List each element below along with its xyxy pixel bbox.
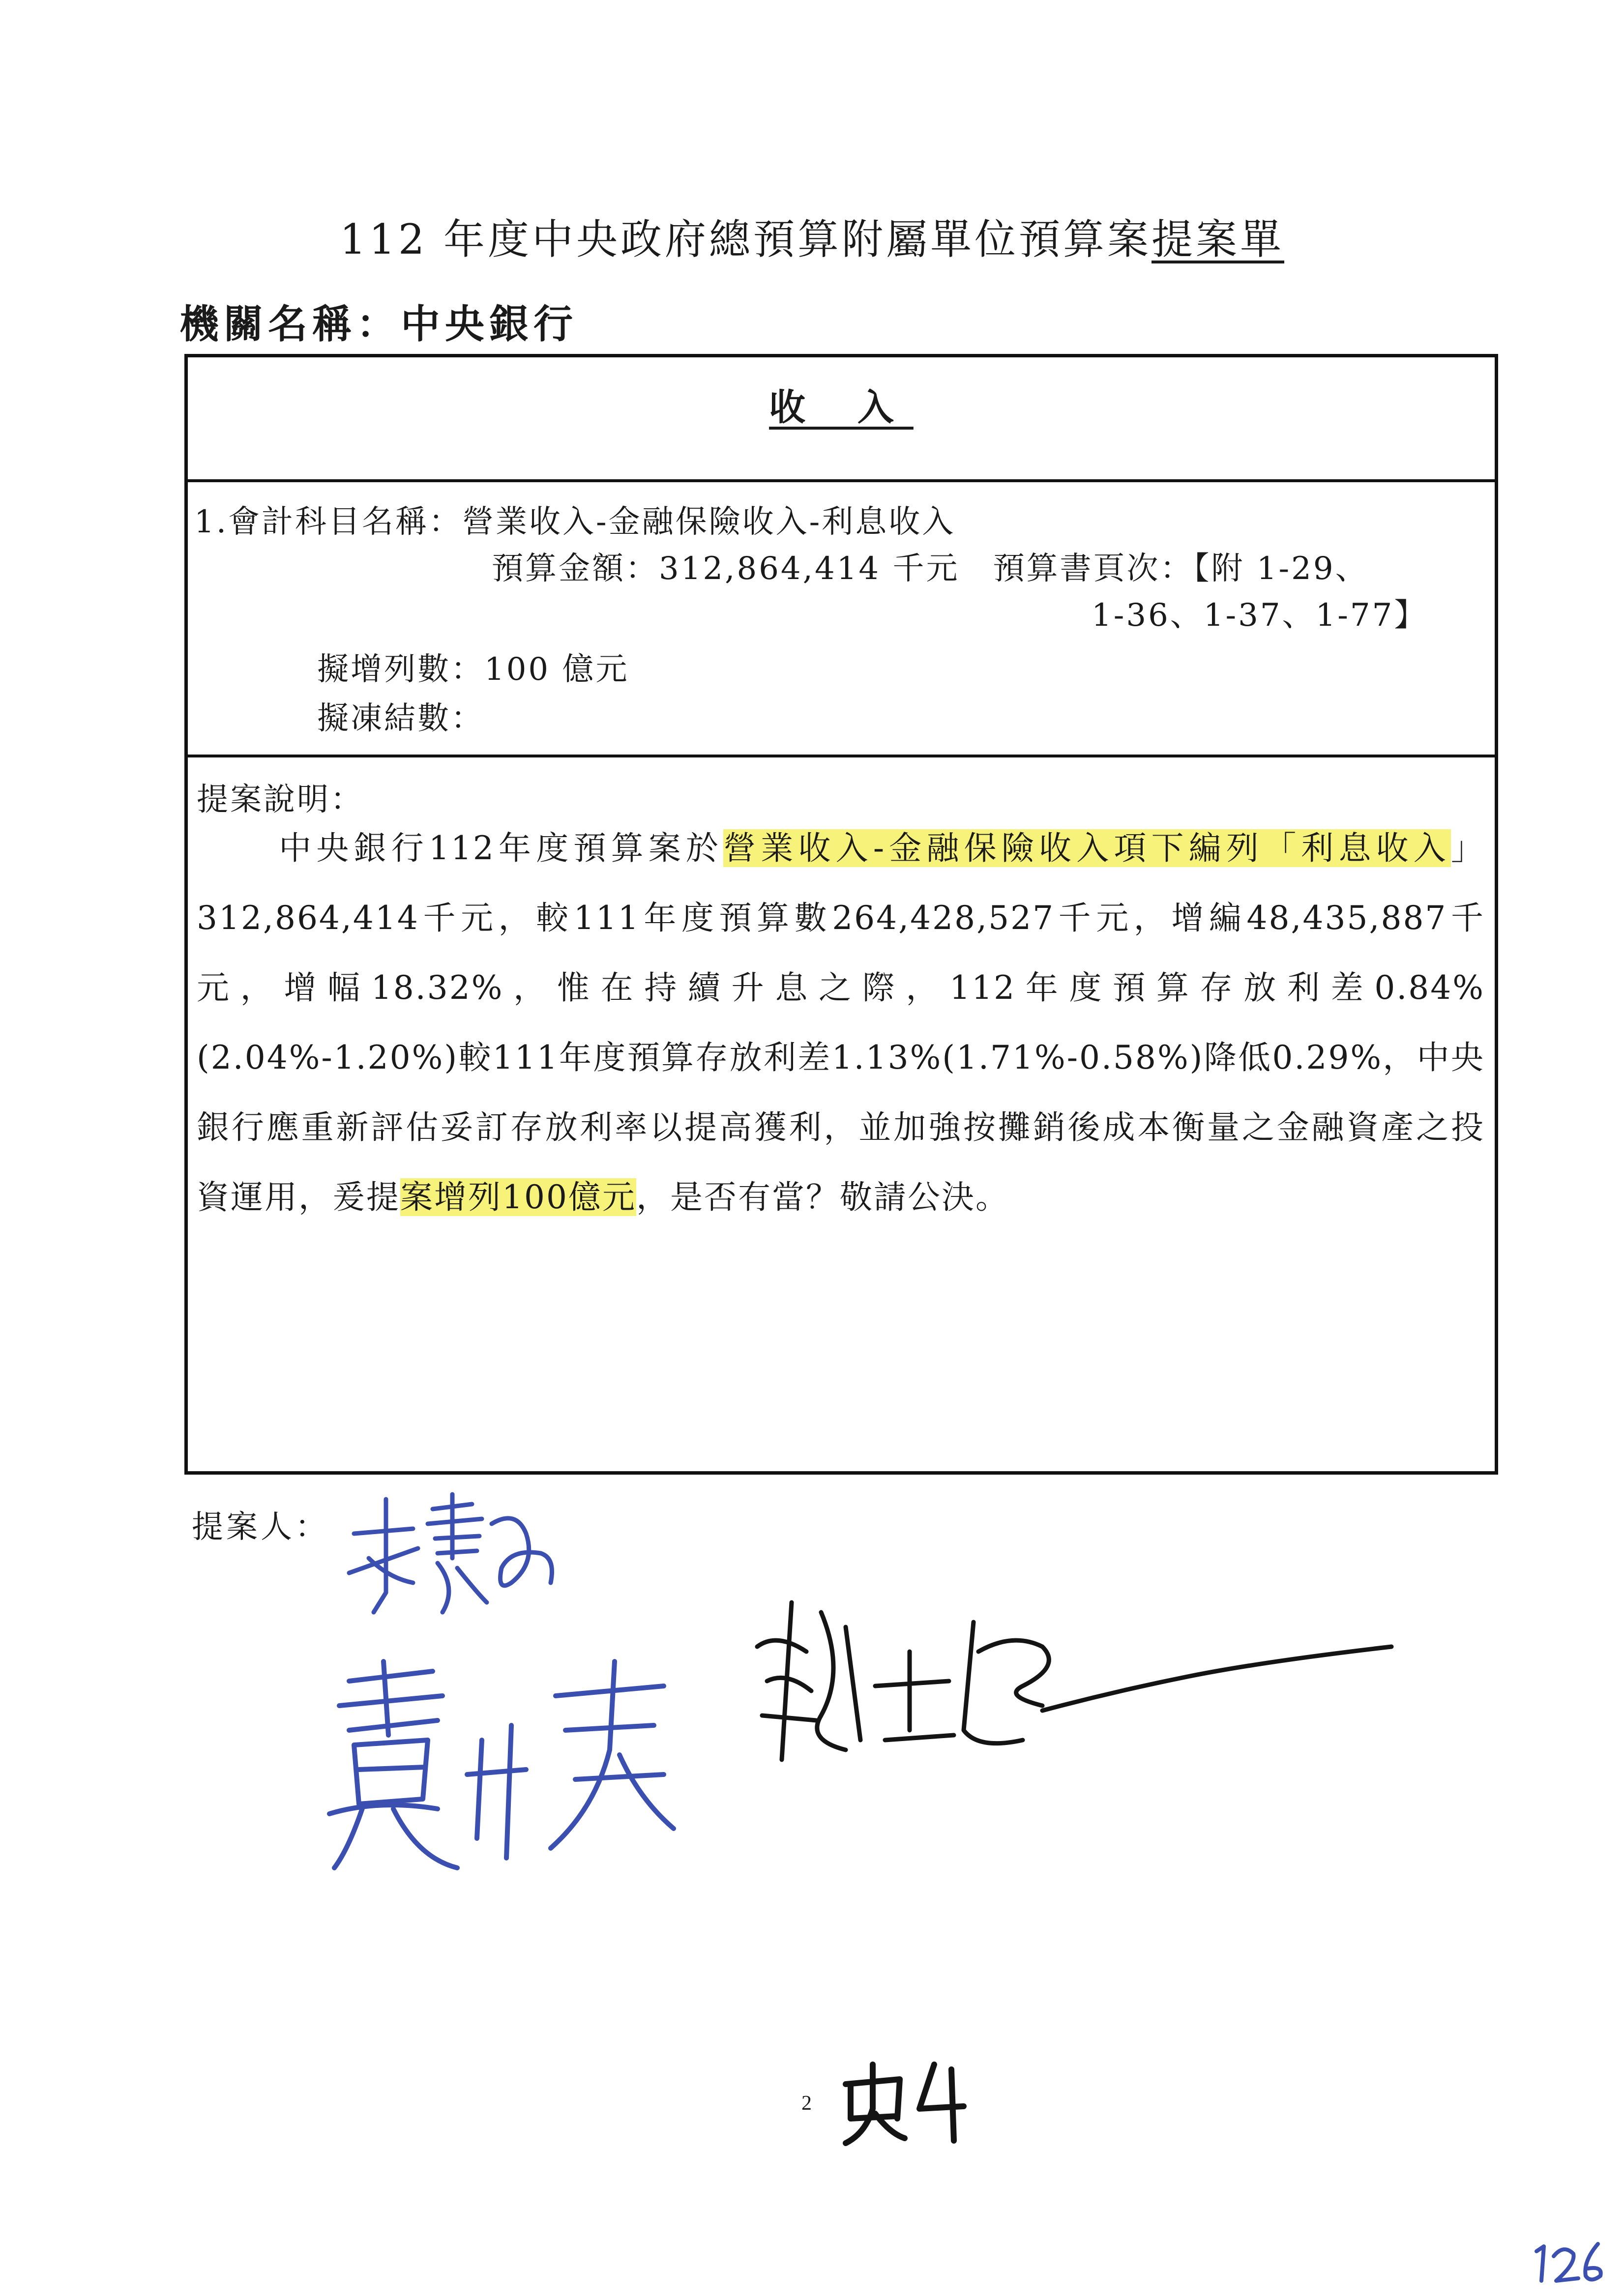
agency-name: 機關名稱：中央銀行 xyxy=(179,301,578,347)
budget-pages: 1-36、1-37、1-77】 xyxy=(1092,597,1428,634)
explanation-highlight-2: 案增列100億元 xyxy=(400,1178,636,1216)
handwritten-mark-center xyxy=(836,2055,978,2148)
proposer-label: 提案人： xyxy=(192,1509,329,1545)
title-underlined: 提案單 xyxy=(1152,215,1285,263)
divider-section xyxy=(184,479,1498,482)
handwritten-number-corner xyxy=(1529,2241,1613,2286)
explanation-highlight-1: 營業收入-金融保險收入項下編列「利息收入 xyxy=(723,829,1451,867)
explanation-text-2: 」312,864,414千元，較111年度預算數264,428,527千元，增編48,435,887千元，增幅18.32%，惟在持續升息之際，112年度預算存放利差0.84%(2.04%-1.20%)較111年度預算存放利差1.13%(1.71%-0.58%)降低0.29%，中央銀行應重新評估妥訂存放利率以提高獲利，並加強按攤銷後成本衡量之金融資產之投資運用，爰提 xyxy=(197,829,1485,1216)
explanation-text-3: ，是否有當？敬請公決。 xyxy=(636,1178,1009,1216)
signature-1 xyxy=(339,1489,570,1632)
account-item-name: 1.會計科目名稱：營業收入-金融保險收入-利息收入 xyxy=(194,504,956,540)
page-number: 2 xyxy=(801,2092,812,2115)
explanation-text-1: 中央銀行112年度預算案於 xyxy=(275,829,724,867)
divider-item xyxy=(184,755,1498,757)
section-heading: 收 入 xyxy=(769,386,914,429)
document-title xyxy=(0,206,1624,266)
proposed-increase: 擬增列數：100 億元 xyxy=(317,651,629,688)
title-main: 112 年度中央政府總預算附屬單位預算案 xyxy=(339,215,1152,263)
budget-amount: 預算金額：312,864,414 千元 預算書頁次：【附 1-29、 xyxy=(492,551,1369,587)
signature-3 xyxy=(747,1593,1401,1809)
signature-2 xyxy=(320,1652,703,1888)
explanation-paragraph xyxy=(197,814,1485,1232)
explanation-label: 提案說明： xyxy=(197,782,364,818)
proposed-freeze: 擬凍結數： xyxy=(317,700,484,737)
